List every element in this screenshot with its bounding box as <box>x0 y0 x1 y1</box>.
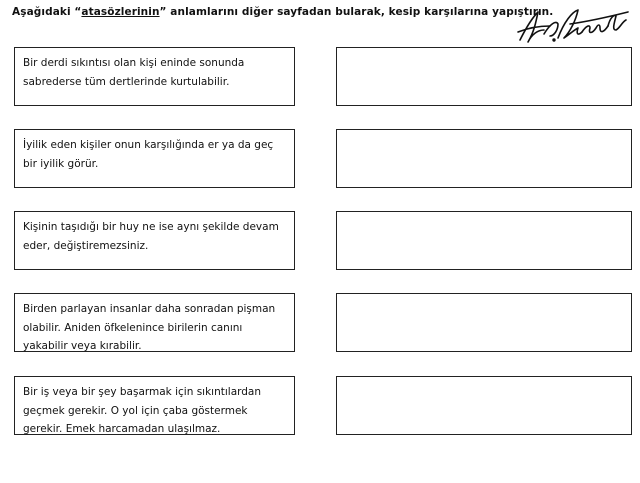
paste-box-5 <box>336 376 632 435</box>
proverb-row-2 <box>14 129 632 193</box>
meaning-box-2: İyilik eden kişiler onun karşılığında er ya da geç bir iyilik görür. <box>14 129 295 188</box>
paste-box-3 <box>336 211 632 270</box>
instruction-before: Aşağıdaki “ <box>12 6 82 18</box>
proverb-row-1 <box>14 47 632 111</box>
proverb-row-3 <box>14 211 632 275</box>
paste-box-1 <box>336 47 632 106</box>
instruction-after: ” anlamlarını diğer sayfadan bularak, kesip karşılarına yapıştırın. <box>159 6 554 18</box>
paste-box-4 <box>336 293 632 352</box>
meaning-box-1: Bir derdi sıkıntısı olan kişi eninde sonunda sabrederse tüm dertlerinde kurtulabilir. <box>14 47 295 106</box>
paste-box-2 <box>336 129 632 188</box>
meaning-box-4: Birden parlayan insanlar daha sonradan pişman olabilir. Aniden öfkelenince birilerin canını yakabilir veya kırabilir. <box>14 293 295 352</box>
instruction-text <box>12 6 554 18</box>
ataturk-signature-icon <box>514 4 632 46</box>
proverb-row-4 <box>14 293 632 357</box>
proverb-row-5 <box>14 376 632 440</box>
meaning-box-5: Bir iş veya bir şey başarmak için sıkıntılardan geçmek gerekir. O yol için çaba göstermek gerekir. Emek harcamadan ulaşılmaz. <box>14 376 295 435</box>
instruction-keyword: atasözlerinin <box>81 6 160 18</box>
meaning-box-3: Kişinin taşıdığı bir huy ne ise aynı şekilde devam eder, değiştiremezsiniz. <box>14 211 295 270</box>
